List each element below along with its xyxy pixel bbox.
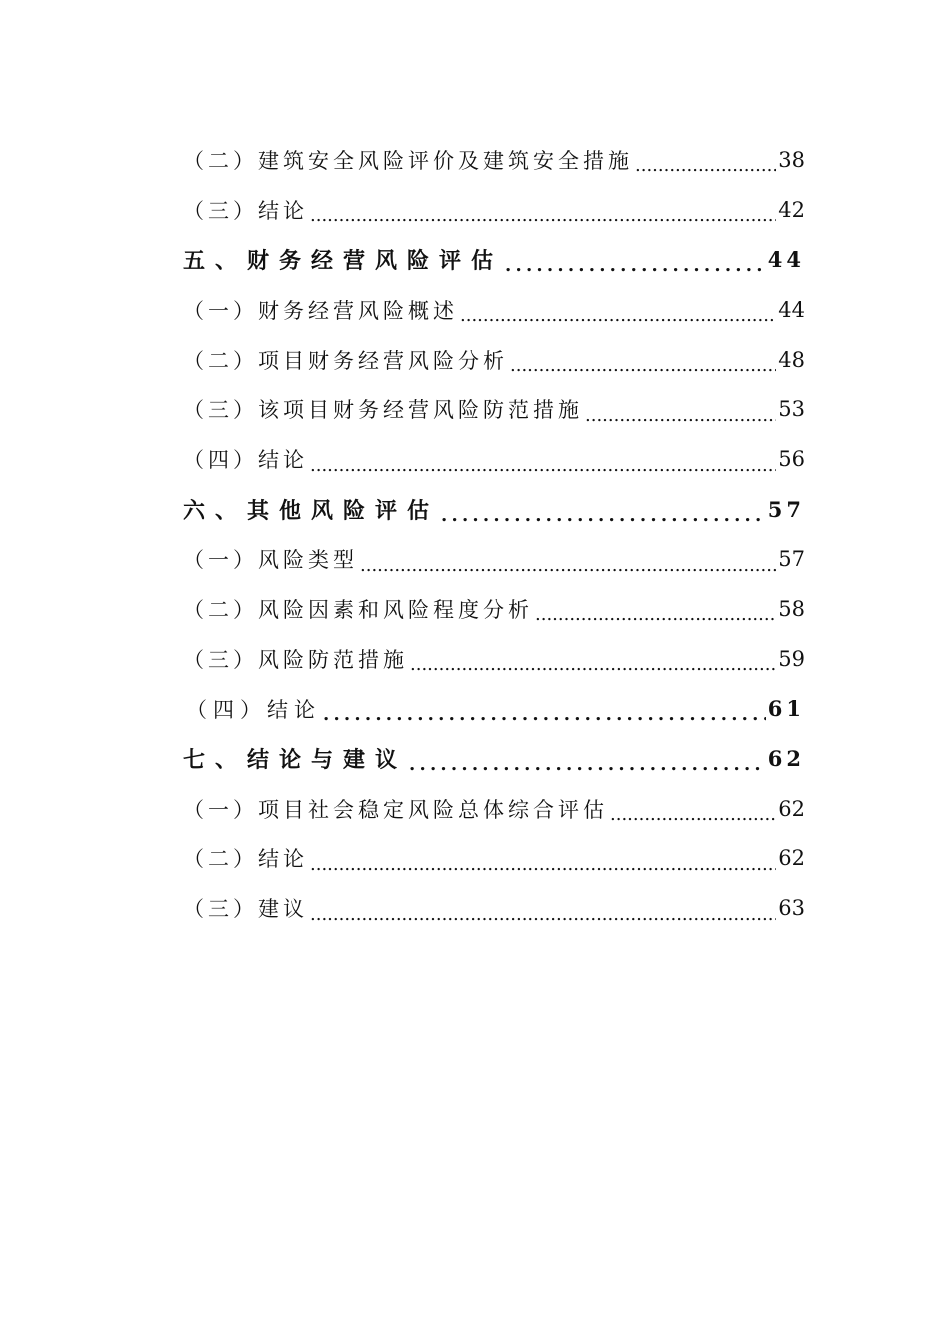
- toc-entry-label: （三）风险防范措施: [183, 644, 408, 674]
- toc-section-5[interactable]: [0, 235, 950, 285]
- toc-dot-leader: [585, 405, 776, 426]
- toc-entry-page: 62: [778, 796, 805, 821]
- toc-section-page: 62: [767, 746, 805, 772]
- toc-dot-leader: [323, 704, 766, 725]
- toc-dot-leader: [409, 754, 766, 775]
- toc-section-page: 44: [767, 247, 805, 273]
- toc-section-label: 六、其他风险评估: [183, 494, 439, 525]
- toc-entry-page: 48: [778, 347, 805, 372]
- toc-entry-6-2[interactable]: [0, 584, 950, 634]
- toc-entry-label: （一）项目社会稳定风险总体综合评估: [183, 794, 608, 824]
- toc-entry-6-3[interactable]: [0, 634, 950, 684]
- toc-dot-leader: [505, 255, 766, 276]
- toc-entry-6-1[interactable]: [0, 534, 950, 584]
- toc-entry-page: 62: [778, 846, 805, 871]
- toc-dot-leader: [310, 205, 776, 226]
- toc-entry-page: 42: [778, 197, 805, 222]
- toc-section-6[interactable]: [0, 484, 950, 534]
- toc-entry-label: （三）该项目财务经营风险防范措施: [183, 394, 583, 424]
- toc-entry-page: 44: [778, 297, 805, 322]
- toc-entry-5-1[interactable]: [0, 285, 950, 335]
- toc-entry-2-3[interactable]: [0, 185, 950, 235]
- toc-entry-label: （二）结论: [183, 843, 308, 873]
- toc-entry-label: （三）结论: [183, 195, 308, 225]
- toc-entry-page: 57: [778, 547, 805, 572]
- toc-entry-label: （四）结论: [186, 694, 321, 724]
- toc-entry-label: （一）风险类型: [183, 544, 358, 574]
- toc-entry-page: 61: [767, 696, 805, 722]
- toc-entry-7-1[interactable]: [0, 784, 950, 834]
- toc-entry-7-2[interactable]: [0, 833, 950, 883]
- toc-entry-5-3[interactable]: [0, 384, 950, 434]
- toc-entry-page: 38: [778, 147, 805, 172]
- toc-entry-label: （二）项目财务经营风险分析: [183, 345, 508, 375]
- toc-section-7[interactable]: [0, 734, 950, 784]
- toc-entry-2-2[interactable]: [0, 135, 950, 185]
- toc-dot-leader: [310, 904, 776, 925]
- toc-entry-label: （三）建议: [183, 893, 308, 923]
- toc-dot-leader: [360, 555, 776, 576]
- toc-dot-leader: [310, 455, 776, 476]
- toc-dot-leader: [460, 305, 776, 326]
- toc-section-label: 七、结论与建议: [183, 743, 407, 774]
- toc-entry-page: 56: [778, 447, 805, 472]
- toc-entry-page: 58: [778, 596, 805, 621]
- toc-entry-7-3[interactable]: [0, 883, 950, 933]
- toc-entry-6-4[interactable]: [0, 684, 950, 734]
- toc-dot-leader: [410, 654, 776, 675]
- toc-entry-label: （四）结论: [183, 444, 308, 474]
- toc-dot-leader: [441, 505, 766, 526]
- toc-entry-page: 59: [778, 646, 805, 671]
- toc-dot-leader: [635, 155, 776, 176]
- toc-entry-label: （一）财务经营风险概述: [183, 295, 458, 325]
- toc-section-label: 五、财务经营风险评估: [183, 244, 503, 275]
- toc-entry-label: （二）风险因素和风险程度分析: [183, 594, 533, 624]
- toc-section-page: 57: [767, 496, 805, 522]
- toc-entry-5-4[interactable]: [0, 434, 950, 484]
- toc-dot-leader: [610, 804, 776, 825]
- toc-entry-5-2[interactable]: [0, 335, 950, 385]
- toc-entry-page: 63: [778, 896, 805, 921]
- toc-dot-leader: [510, 355, 776, 376]
- toc-dot-leader: [310, 854, 776, 875]
- toc-dot-leader: [535, 604, 776, 625]
- toc-entry-page: 53: [778, 397, 805, 422]
- toc-entry-label: （二）建筑安全风险评价及建筑安全措施: [183, 145, 633, 175]
- table-of-contents: [0, 135, 950, 933]
